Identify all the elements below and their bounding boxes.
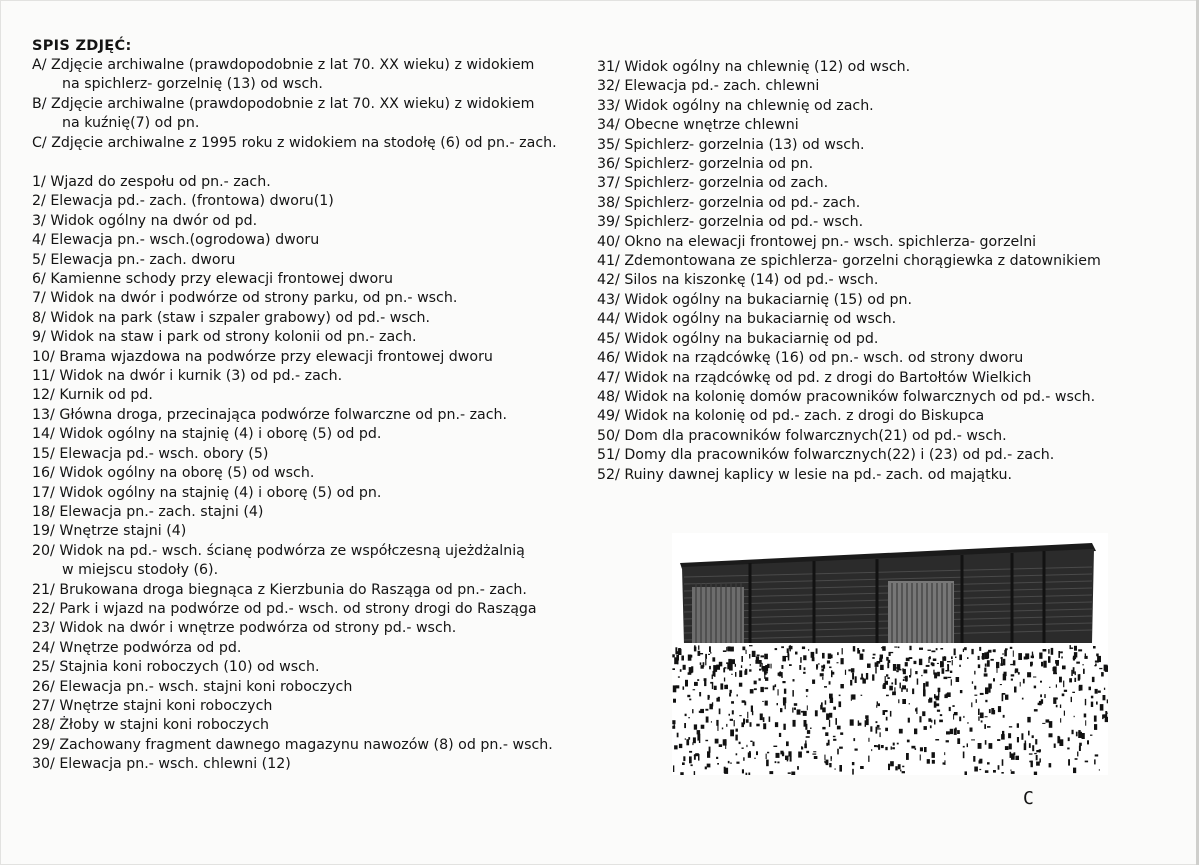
- photo-list-item: 33/ Widok ogólny na chlewnię od zach.: [597, 97, 874, 114]
- photo-list-item: 29/ Zachowany fragment dawnego magazynu nawozów (8) od pn.- wsch.: [32, 736, 553, 753]
- photo-list-item: 50/ Dom dla pracowników folwarcznych(21) od pd.- wsch.: [597, 427, 1007, 444]
- archival-barn-photo: [672, 533, 1108, 775]
- photo-list-item: 51/ Domy dla pracowników folwarcznych(22) i (23) od pd.- zach.: [597, 447, 1055, 464]
- photo-list-item: 23/ Widok na dwór i wnętrze podwórza od strony pd.- wsch.: [32, 620, 457, 637]
- photo-list-item: 7/ Widok na dwór i podwórze od strony parku, od pn.- wsch.: [32, 290, 458, 307]
- photo-list-item: 44/ Widok ogólny na bukaciarnię od wsch.: [597, 311, 897, 328]
- photo-list-item: 3/ Widok ogólny na dwór od pd.: [32, 212, 258, 229]
- photo-list-left-column: [32, 173, 553, 775]
- photo-list-item: B/ Zdjęcie archiwalne (prawdopodobnie z lat 70. XX wieku) z widokiem: [32, 95, 535, 112]
- photo-list-item: 22/ Park i wjazd na podwórze od pd.- wsch. od strony drogi do Rasząga: [32, 600, 537, 617]
- photo-list-item: 30/ Elewacja pn.- wsch. chlewni (12): [32, 756, 291, 773]
- photo-list-item: 18/ Elewacja pn.- zach. stajni (4): [32, 503, 264, 520]
- photo-list-item: 28/ Żłoby w stajni koni roboczych: [32, 717, 269, 734]
- barn-photo-image: [672, 533, 1108, 775]
- photo-list-item: 47/ Widok na rządcówkę od pd. z drogi do Bartołtów Wielkich: [597, 369, 1032, 386]
- photo-list-item: 35/ Spichlerz- gorzelnia (13) od wsch.: [597, 136, 865, 153]
- photo-list-right-column: [597, 58, 1101, 485]
- photo-list-item: 13/ Główna droga, przecinająca podwórze folwarczne od pn.- zach.: [32, 406, 508, 423]
- photo-list-item: 20/ Widok na pd.- wsch. ścianę podwórza ze współczesną ujeżdżalnią: [32, 542, 525, 559]
- photo-list-item: 10/ Brama wjazdowa na podwórze przy elewacji frontowej dworu: [32, 348, 493, 365]
- photo-list-item: 11/ Widok na dwór i kurnik (3) od pd.- zach.: [32, 368, 343, 385]
- photo-list-item: 34/ Obecne wnętrze chlewni: [597, 117, 799, 134]
- photo-list-item: 48/ Widok na kolonię domów pracowników folwarcznych od pd.- wsch.: [597, 388, 1096, 405]
- photo-list-item: 49/ Widok na kolonię od pd.- zach. z drogi do Biskupca: [597, 408, 985, 425]
- photo-list-item: 8/ Widok na park (staw i szpaler grabowy) od pd.- wsch.: [32, 309, 431, 326]
- photo-list-item: A/ Zdjęcie archiwalne (prawdopodobnie z lat 70. XX wieku) z widokiem: [32, 57, 535, 73]
- archival-photo-list: [32, 56, 557, 153]
- photo-list-item: C/ Zdjęcie archiwalne z 1995 roku z widokiem na stodołę (6) od pn.- zach.: [32, 134, 557, 151]
- photo-list-item: 41/ Zdemontowana ze spichlerza- gorzelni chorągiewka z datownikiem: [597, 253, 1101, 270]
- photo-list-item: 42/ Silos na kiszonkę (14) od pd.- wsch.: [597, 272, 879, 289]
- photo-list-item: 32/ Elewacja pd.- zach. chlewni: [597, 78, 820, 95]
- photo-list-item: 21/ Brukowana droga biegnąca z Kierzbunia do Rasząga od pn.- zach.: [32, 581, 527, 598]
- photo-list-item: 40/ Okno na elewacji frontowej pn.- wsch. spichlerza- gorzelni: [597, 233, 1037, 250]
- photo-list-item: 9/ Widok na staw i park od strony kolonii od pn.- zach.: [32, 329, 417, 346]
- photo-list-item: 1/ Wjazd do zespołu od pn.- zach.: [32, 174, 271, 190]
- photo-list-item: 27/ Wnętrze stajni koni roboczych: [32, 697, 273, 714]
- photo-list-item: 45/ Widok ogólny na bukaciarnię od pd.: [597, 330, 879, 347]
- photo-list-item-continuation: w miejscu stodoły (6).: [62, 562, 219, 579]
- photo-list-item: 12/ Kurnik od pd.: [32, 387, 153, 404]
- photo-list-item: 39/ Spichlerz- gorzelnia od pd.- wsch.: [597, 214, 864, 231]
- photo-list-item: 26/ Elewacja pn.- wsch. stajni koni roboczych: [32, 678, 353, 695]
- photo-list-item: 14/ Widok ogólny na stajnię (4) i oborę (5) od pd.: [32, 426, 382, 443]
- photo-list-item-continuation: na spichlerz- gorzelnię (13) od wsch.: [62, 76, 323, 93]
- photo-list-item: 37/ Spichlerz- gorzelnia od zach.: [597, 175, 829, 192]
- photo-list-item: 36/ Spichlerz- gorzelnia od pn.: [597, 156, 814, 173]
- photo-list-item: 16/ Widok ogólny na oborę (5) od wsch.: [32, 465, 315, 482]
- photo-list-item: 24/ Wnętrze podwórza od pd.: [32, 639, 242, 656]
- photo-list-item: 2/ Elewacja pd.- zach. (frontowa) dworu(1): [32, 193, 334, 210]
- photo-list-item: 38/ Spichlerz- gorzelnia od pd.- zach.: [597, 194, 861, 211]
- photo-list-item: 52/ Ruiny dawnej kaplicy w lesie na pd.- zach. od majątku.: [597, 466, 1012, 483]
- photo-list-item: 4/ Elewacja pn.- wsch.(ogrodowa) dworu: [32, 232, 320, 249]
- photo-list-item: 43/ Widok ogólny na bukaciarnię (15) od pn.: [597, 291, 912, 308]
- photo-list-item: 15/ Elewacja pd.- wsch. obory (5): [32, 445, 269, 462]
- photo-list-item: 19/ Wnętrze stajni (4): [32, 523, 187, 540]
- photo-list-item: 6/ Kamienne schody przy elewacji frontowej dworu: [32, 271, 393, 288]
- photo-list-item-continuation: na kuźnię(7) od pn.: [62, 115, 200, 132]
- photo-list-item: 46/ Widok na rządcówkę (16) od pn.- wsch. od strony dworu: [597, 350, 1024, 367]
- photo-list-item: 31/ Widok ogólny na chlewnię (12) od wsch.: [597, 59, 911, 75]
- photo-list-item: 5/ Elewacja pn.- zach. dworu: [32, 251, 236, 268]
- photo-list-item: 17/ Widok ogólny na stajnię (4) i oborę (5) od pn.: [32, 484, 382, 501]
- page-title: SPIS ZDJĘĆ:: [32, 38, 132, 54]
- photo-caption: C: [1023, 788, 1034, 809]
- photo-list-item: 25/ Stajnia koni roboczych (10) od wsch.: [32, 659, 320, 676]
